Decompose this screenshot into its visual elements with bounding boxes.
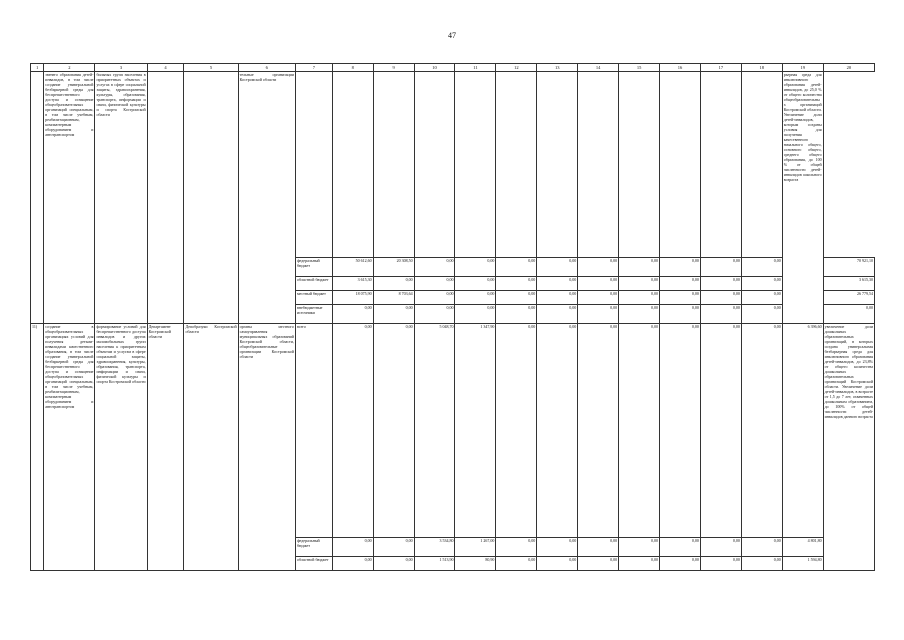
value-cell: 0,00: [823, 305, 874, 324]
value-cell: 0,00: [619, 291, 660, 305]
value-cell: 0,00: [578, 557, 619, 571]
col-header: 16: [660, 64, 701, 72]
col-header: 8: [332, 64, 373, 72]
program-table: [30, 63, 875, 571]
value-cell: 70 921,10: [823, 258, 874, 277]
value-cell: 5 048,70: [414, 324, 455, 538]
value-cell: 0,00: [373, 557, 414, 571]
value-cell: 0,00: [700, 557, 741, 571]
col-header: 18: [741, 64, 782, 72]
value-cell: 0,00: [496, 324, 537, 538]
executor: тельные организации Костромской области: [238, 72, 295, 324]
value-cell: 0,00: [578, 291, 619, 305]
col-header: 11: [455, 64, 496, 72]
value-cell: 0,00: [700, 291, 741, 305]
value-cell: 0,00: [700, 277, 741, 291]
value-cell: 0,00: [332, 305, 373, 324]
value-cell: 0,00: [578, 538, 619, 557]
col-header: 3: [95, 64, 147, 72]
col-header: 7: [295, 64, 332, 72]
value-cell: 0,00: [537, 538, 578, 557]
expected-result: рьерная среда для инклюзивного образования детей-инвалидов, до 25,0 % от общего количества общеобразовательных организаций Костромской области. Увеличение доли детей-инвалидов, которым созданы условия для получения качественного начального общего, основного общего, среднего общего образования, до 100 % от общей численности детей-инвалидов школьного возраста: [782, 72, 823, 324]
value-cell: 0,00: [741, 258, 782, 277]
value-cell: 0,00: [578, 305, 619, 324]
funding-source: всего: [295, 324, 332, 538]
col-header: 12: [496, 64, 537, 72]
value-cell: 0,00: [619, 324, 660, 538]
measure-goal: бильных групп населения в приоритетных объектах и услугах в сфере социальной защиты, здравоохранения, культуры, образования, транспорта, информации и связи, физической культуры и спорта Костромской области: [95, 72, 147, 324]
value-cell: 0,00: [741, 557, 782, 571]
col-header: 2: [44, 64, 95, 72]
value-cell: 18 075,90: [332, 291, 373, 305]
value-cell: 0,00: [496, 291, 537, 305]
measure-name: создание в общеобразовательных организациях условий для получения детьми-инвалидами качественного образования, в том числе создание универсальной безбарьерной среды для беспрепятственного доступа и оснащение общеобразовательных организаций специальным, в том числе учебным, реабилитационным, компьютерным оборудованием и автотранспортом: [44, 324, 95, 571]
value-cell: 0,00: [332, 324, 373, 538]
coordinator: Депобразуки Костромской области: [184, 324, 238, 571]
value-cell: 0,00: [741, 305, 782, 324]
value-cell: 50 612,60: [332, 258, 373, 277]
value-cell: 0,00: [455, 277, 496, 291]
value-cell: 0,00: [373, 277, 414, 291]
value-cell: 0,00: [414, 258, 455, 277]
col-header: 13: [537, 64, 578, 72]
value-cell: 0,00: [619, 277, 660, 291]
value-cell: 0,00: [537, 258, 578, 277]
value-cell: 3 615,30: [823, 277, 874, 291]
value-cell: 0,00: [496, 305, 537, 324]
col-header: 17: [700, 64, 741, 72]
value-cell: 0,00: [660, 277, 701, 291]
col-header: 15: [619, 64, 660, 72]
value-cell: 0,00: [578, 324, 619, 538]
value-cell: 0,00: [537, 557, 578, 571]
funding-source: областной бюджет: [295, 277, 332, 291]
value-cell: 0,00: [496, 258, 537, 277]
value-cell: 0,00: [700, 258, 741, 277]
table-row: [31, 324, 875, 538]
expected-result: увеличение доли дошкольных образовательных организаций, в которых создана универсальная безбарьерная среда для инклюзивного образования детей-инвалидов, до 23,8% от общего количества дошкольных образовательных организаций Костромской области. Увеличение доли детей-инвалидов, в возрасте от 1,5 до 7 лет, охваченных дошкольным образованием, до 100% от общей численности детей-инвалидов данного возраста: [823, 324, 874, 571]
value-cell: 0,00: [660, 538, 701, 557]
value-cell: 0,00: [414, 277, 455, 291]
measure-name: звенего образования детей-инвалидов, в том числе создание универсальной безбарьерной среды для беспрепятственного доступа и оснащение общеобразовательных организаций специальным, в том числе учебным, реабилитационным, компьютерным оборудованием и автотранспортом: [44, 72, 95, 324]
value-cell: 0,00: [373, 324, 414, 538]
value-cell: 0,00: [619, 258, 660, 277]
col-header: 19: [782, 64, 823, 72]
value-cell: 0,00: [700, 305, 741, 324]
value-cell: 0,00: [496, 277, 537, 291]
funding-source: местный бюджет: [295, 291, 332, 305]
funding-source: внебюджетные источники: [295, 305, 332, 324]
value-cell: 0,00: [660, 258, 701, 277]
executor: органы местного самоуправления муниципальных образований Костромской области, общеобразовательные организации Костромской области: [238, 324, 295, 571]
value-cell: 6 396,60: [782, 324, 823, 538]
value-cell: 0,00: [496, 557, 537, 571]
value-cell: 20 308,50: [373, 258, 414, 277]
col-header: 14: [578, 64, 619, 72]
value-cell: 8 703,64: [373, 291, 414, 305]
value-cell: 0,00: [537, 324, 578, 538]
value-cell: 0,00: [578, 258, 619, 277]
value-cell: 0,00: [578, 277, 619, 291]
measure-goal: формирование условий для беспрепятственного доступа инвалидов и других маломобильных групп населения к приоритетным объектам и услугам в сфере социальной защиты, здравоохранения, культуры, образования, транспорта, информации и связи, физической культуры и спорта Костромской области: [95, 324, 147, 571]
value-cell: 26 779,54: [823, 291, 874, 305]
page-number: 47: [448, 31, 456, 40]
col-header: 20: [823, 64, 874, 72]
header-row: [31, 64, 875, 72]
value-cell: 0,00: [741, 538, 782, 557]
value-cell: 0,00: [537, 291, 578, 305]
value-cell: 0,00: [619, 557, 660, 571]
value-cell: 1 267,00: [455, 538, 496, 557]
funding-source: федеральный бюджет: [295, 538, 332, 557]
value-cell: 1 594,80: [782, 557, 823, 571]
value-cell: 3 615,30: [332, 277, 373, 291]
value-cell: 80,90: [455, 557, 496, 571]
value-cell: 0,00: [455, 305, 496, 324]
value-cell: 0,00: [373, 538, 414, 557]
value-cell: 0,00: [496, 538, 537, 557]
col-header: 6: [238, 64, 295, 72]
value-cell: 0,00: [537, 305, 578, 324]
value-cell: 0,00: [455, 291, 496, 305]
value-cell: 0,00: [619, 538, 660, 557]
value-cell: 1 347,90: [455, 324, 496, 538]
col-header: 4: [147, 64, 184, 72]
value-cell: 0,00: [700, 324, 741, 538]
value-cell: 0,00: [373, 305, 414, 324]
value-cell: 3 534,80: [414, 538, 455, 557]
value-cell: 0,00: [414, 305, 455, 324]
col-header: 10: [414, 64, 455, 72]
funding-source: областной бюджет: [295, 557, 332, 571]
value-cell: 0,00: [660, 291, 701, 305]
responsible: Департамент Костромской области: [147, 324, 184, 571]
value-cell: 1 513,90: [414, 557, 455, 571]
value-cell: 0,00: [660, 324, 701, 538]
value-cell: 0,00: [332, 557, 373, 571]
value-cell: 0,00: [741, 291, 782, 305]
value-cell: 0,00: [537, 277, 578, 291]
col-header: 1: [31, 64, 44, 72]
value-cell: 0,00: [660, 557, 701, 571]
item-number: 11): [31, 324, 44, 571]
value-cell: 0,00: [741, 277, 782, 291]
value-cell: 4 801,80: [782, 538, 823, 557]
col-header: 5: [184, 64, 238, 72]
value-cell: 0,00: [700, 538, 741, 557]
value-cell: 0,00: [741, 324, 782, 538]
funding-source: федеральный бюджет: [295, 258, 332, 277]
value-cell: 0,00: [619, 305, 660, 324]
value-cell: 0,00: [455, 258, 496, 277]
value-cell: 0,00: [414, 291, 455, 305]
value-cell: 0,00: [660, 305, 701, 324]
value-cell: 0,00: [332, 538, 373, 557]
table-row: [31, 72, 875, 258]
col-header: 9: [373, 64, 414, 72]
